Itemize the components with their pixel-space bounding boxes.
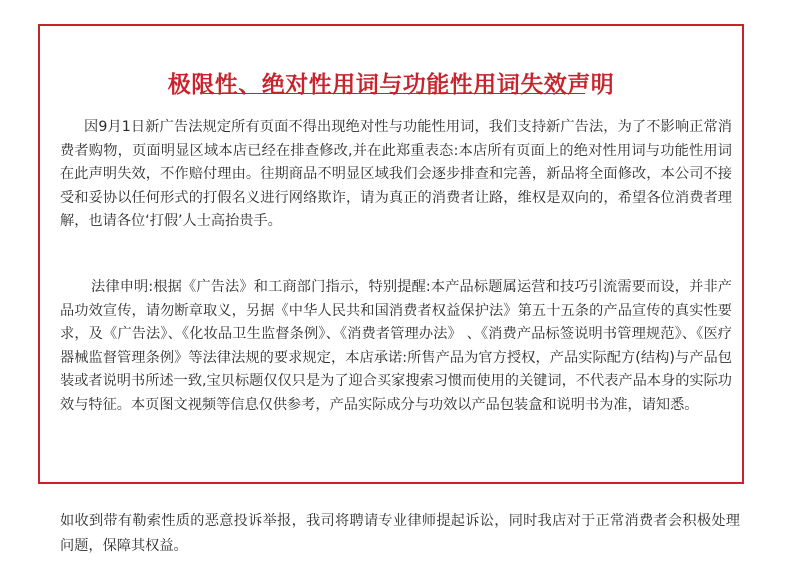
- title-underline: [203, 93, 585, 94]
- notice-paragraph-1: 因9月1日新广告法规定所有页面不得出现绝对性与功能性用词，我们支持新广告法，为了不影响正常消费者购物，页面明显区域本店已经在排查修改,并在此郑重表态:本店所有页面上的绝对性用词与功能性用词在此声明失效，不作赔付理由。往期商品不明显区域我们会逐步排查和完善，新品将全面修改，本公司不接受和妥协以任何形式的打假名义进行网络欺诈，请为真正的消费者让路，维权是双向的，希望各位消费者理解，也请各位‘打假’人士高抬贵手。: [60, 119, 732, 230]
- legal-statement-paragraph: 法律申明:根据《广告法》和工商部门指示，特别提醒:本产品标题属运营和技巧引流需要而设，并非产品功效宣传，请勿断章取义，另据《中华人民共和国消费者权益保护法》第五十五条的产品宣传的真实性要求，及《广告法》、《化妆品卫生监督条例》、《消费者管理办法》 、《消费产品标签说明书管理规范》、《医疗器械监督管理条例》等法律法规的要求规定，本店承诺:所售产品为官方授权，产品实际配方(结构)与产品包装或者说明书所述一致,宝贝标题仅仅只是为了迎合买家搜索习惯而使用的关键词，不代表产品本身的实际功效与特征。本页图文视频等信息仅供参考，产品实际成分与功效以产品包装盒和说明书为准，请知悉。: [60, 279, 732, 413]
- notice-box: [38, 24, 744, 484]
- footer-notice-text: 如收到带有勒索性质的恶意投诉举报，我司将聘请专业律师提起诉讼，同时我店对于正常消费者会积极处理问题，保障其权益。: [60, 513, 740, 554]
- notice-title: 极限性、绝对性用词与功能性用词失效声明: [167, 72, 615, 99]
